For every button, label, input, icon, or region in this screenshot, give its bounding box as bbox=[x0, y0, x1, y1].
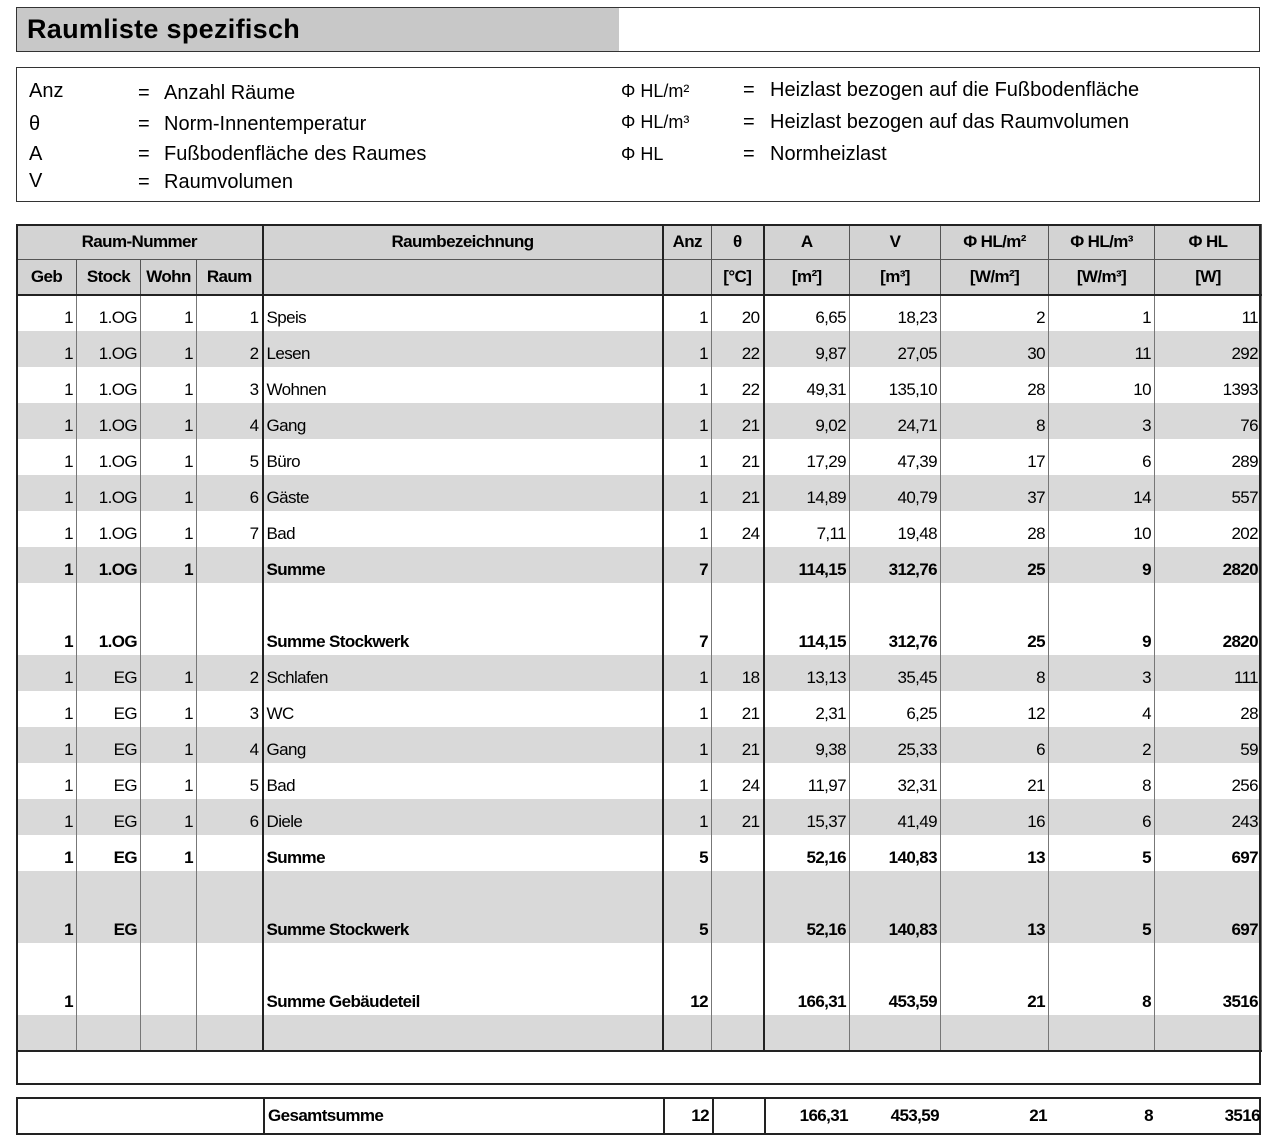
cell-theta: 21 bbox=[712, 799, 764, 835]
cell-wohn: 1 bbox=[141, 547, 197, 583]
cell-hl: 3516 bbox=[1155, 943, 1262, 1015]
cell-hl-m2: 17 bbox=[941, 439, 1049, 475]
cell-a: 6,65 bbox=[764, 295, 850, 331]
header-hl: Φ HL bbox=[1155, 225, 1262, 260]
legend-eq: = bbox=[138, 82, 150, 104]
legend-eq: = bbox=[138, 143, 150, 165]
cell-anz: 12 bbox=[663, 943, 712, 1015]
cell-hl-m3: 6 bbox=[1049, 439, 1155, 475]
cell-anz: 1 bbox=[663, 475, 712, 511]
cell-geb: 1 bbox=[17, 655, 77, 691]
cell-geb: 1 bbox=[17, 475, 77, 511]
cell-hl: 289 bbox=[1155, 439, 1262, 475]
total-name: Gesamtsumme bbox=[264, 1099, 664, 1133]
legend-sym-theta: θ bbox=[29, 113, 41, 135]
cell-stock: EG bbox=[77, 763, 141, 799]
cell-geb: 1 bbox=[17, 403, 77, 439]
cell-v: 140,83 bbox=[850, 871, 941, 943]
cell-theta bbox=[712, 583, 764, 655]
cell-a: 9,38 bbox=[764, 727, 850, 763]
cell-raum: 2 bbox=[197, 331, 263, 367]
cell-geb: 1 bbox=[17, 583, 77, 655]
cell-theta bbox=[712, 943, 764, 1015]
cell-stock: EG bbox=[77, 799, 141, 835]
cell-wohn: 1 bbox=[141, 511, 197, 547]
cell-wohn: 1 bbox=[141, 439, 197, 475]
cell-name: Lesen bbox=[263, 331, 663, 367]
legend-eq: = bbox=[743, 143, 755, 165]
table-row bbox=[17, 547, 1262, 583]
title-box bbox=[16, 7, 1260, 52]
cell-geb: 1 bbox=[17, 295, 77, 331]
cell-anz: 1 bbox=[663, 763, 712, 799]
cell-a: 11,97 bbox=[764, 763, 850, 799]
cell-hl-m3: 6 bbox=[1049, 799, 1155, 835]
table-row bbox=[17, 763, 1262, 799]
cell-hl: 111 bbox=[1155, 655, 1262, 691]
cell-a: 114,15 bbox=[764, 583, 850, 655]
legend-sym-hl-m2: Φ HL/m² bbox=[621, 81, 690, 101]
cell-hl: 557 bbox=[1155, 475, 1262, 511]
cell-geb: 1 bbox=[17, 547, 77, 583]
cell-hl-m3: 9 bbox=[1049, 583, 1155, 655]
cell-v: 35,45 bbox=[850, 655, 941, 691]
cell-name: Schlafen bbox=[263, 655, 663, 691]
cell-hl: 243 bbox=[1155, 799, 1262, 835]
table-row bbox=[17, 403, 1262, 439]
cell-raum: 3 bbox=[197, 691, 263, 727]
cell-hl-m2: 2 bbox=[941, 295, 1049, 331]
cell-geb: 1 bbox=[17, 691, 77, 727]
cell-hl-m3: 3 bbox=[1049, 655, 1155, 691]
total-a: 166,31 bbox=[765, 1099, 851, 1133]
cell-a: 2,31 bbox=[764, 691, 850, 727]
header-v: V bbox=[850, 225, 941, 260]
cell-hl-m2: 13 bbox=[941, 871, 1049, 943]
cell-geb: 1 bbox=[17, 835, 77, 871]
cell-hl-m3: 8 bbox=[1049, 763, 1155, 799]
cell-v: 25,33 bbox=[850, 727, 941, 763]
cell-stock: EG bbox=[77, 691, 141, 727]
cell-hl-m2 bbox=[941, 1015, 1049, 1051]
cell-hl-m3: 2 bbox=[1049, 727, 1155, 763]
total-theta bbox=[713, 1099, 765, 1133]
cell-hl-m3: 14 bbox=[1049, 475, 1155, 511]
table-row bbox=[17, 835, 1262, 871]
cell-stock: 1.OG bbox=[77, 475, 141, 511]
cell-name: WC bbox=[263, 691, 663, 727]
cell-hl bbox=[1155, 1015, 1262, 1051]
table-row bbox=[17, 799, 1262, 835]
table-row bbox=[17, 871, 1262, 943]
cell-theta: 22 bbox=[712, 331, 764, 367]
header-blank bbox=[663, 260, 712, 295]
cell-a: 52,16 bbox=[764, 835, 850, 871]
cell-wohn: 1 bbox=[141, 799, 197, 835]
total-row bbox=[16, 1097, 1261, 1135]
cell-hl-m3: 9 bbox=[1049, 547, 1155, 583]
table-row bbox=[17, 1015, 1262, 1051]
cell-anz: 1 bbox=[663, 727, 712, 763]
cell-hl: 292 bbox=[1155, 331, 1262, 367]
legend-sym-v: V bbox=[29, 170, 43, 192]
cell-hl-m3: 5 bbox=[1049, 835, 1155, 871]
table-row bbox=[17, 331, 1262, 367]
cell-hl-m2: 21 bbox=[941, 763, 1049, 799]
cell-stock: 1.OG bbox=[77, 547, 141, 583]
cell-hl: 11 bbox=[1155, 295, 1262, 331]
cell-stock: 1.OG bbox=[77, 295, 141, 331]
cell-stock: EG bbox=[77, 727, 141, 763]
cell-stock: EG bbox=[77, 835, 141, 871]
cell-anz: 1 bbox=[663, 403, 712, 439]
unit-theta: [°C] bbox=[712, 260, 764, 295]
cell-stock: EG bbox=[77, 655, 141, 691]
legend-text-hl-m3: Heizlast bezogen auf das Raumvolumen bbox=[770, 111, 1130, 133]
cell-hl-m3: 10 bbox=[1049, 367, 1155, 403]
cell-raum bbox=[197, 871, 263, 943]
unit-hl: [W] bbox=[1155, 260, 1262, 295]
cell-raum: 4 bbox=[197, 727, 263, 763]
cell-wohn bbox=[141, 583, 197, 655]
cell-wohn: 1 bbox=[141, 835, 197, 871]
cell-anz: 7 bbox=[663, 547, 712, 583]
cell-v: 140,83 bbox=[850, 835, 941, 871]
cell-name: Gang bbox=[263, 727, 663, 763]
cell-a: 9,02 bbox=[764, 403, 850, 439]
cell-stock: EG bbox=[77, 871, 141, 943]
cell-hl: 2820 bbox=[1155, 583, 1262, 655]
cell-raum: 6 bbox=[197, 799, 263, 835]
cell-hl: 59 bbox=[1155, 727, 1262, 763]
cell-anz bbox=[663, 1015, 712, 1051]
cell-stock: 1.OG bbox=[77, 511, 141, 547]
cell-a: 9,87 bbox=[764, 331, 850, 367]
cell-stock: 1.OG bbox=[77, 403, 141, 439]
table-row bbox=[17, 439, 1262, 475]
cell-wohn: 1 bbox=[141, 655, 197, 691]
header-blank bbox=[263, 260, 663, 295]
cell-v: 18,23 bbox=[850, 295, 941, 331]
cell-anz: 7 bbox=[663, 583, 712, 655]
cell-anz: 1 bbox=[663, 799, 712, 835]
cell-name: Summe Gebäudeteil bbox=[263, 943, 663, 1015]
cell-anz: 5 bbox=[663, 871, 712, 943]
cell-raum: 6 bbox=[197, 475, 263, 511]
cell-hl-m3: 1 bbox=[1049, 295, 1155, 331]
header-theta: θ bbox=[712, 225, 764, 260]
cell-hl: 1393 bbox=[1155, 367, 1262, 403]
table-row bbox=[17, 295, 1262, 331]
cell-wohn: 1 bbox=[141, 763, 197, 799]
cell-hl-m2: 6 bbox=[941, 727, 1049, 763]
cell-name: Summe Stockwerk bbox=[263, 871, 663, 943]
cell-v: 19,48 bbox=[850, 511, 941, 547]
header-wohn: Wohn bbox=[141, 260, 197, 295]
cell-geb: 1 bbox=[17, 727, 77, 763]
cell-hl-m3: 11 bbox=[1049, 331, 1155, 367]
cell-hl-m2: 12 bbox=[941, 691, 1049, 727]
cell-v: 312,76 bbox=[850, 583, 941, 655]
table-row bbox=[17, 943, 1262, 1015]
cell-geb: 1 bbox=[17, 763, 77, 799]
header-raumbezeichnung: Raumbezeichnung bbox=[263, 225, 663, 260]
cell-hl-m3 bbox=[1049, 1015, 1155, 1051]
legend-sym-hl: Φ HL bbox=[621, 144, 664, 164]
cell-theta bbox=[712, 871, 764, 943]
cell-raum: 5 bbox=[197, 763, 263, 799]
cell-raum: 4 bbox=[197, 403, 263, 439]
cell-name: Bad bbox=[263, 763, 663, 799]
cell-stock: 1.OG bbox=[77, 439, 141, 475]
cell-geb: 1 bbox=[17, 367, 77, 403]
total-anz: 12 bbox=[664, 1099, 713, 1133]
cell-theta bbox=[712, 835, 764, 871]
total-blank bbox=[18, 1099, 264, 1133]
unit-a: [m²] bbox=[764, 260, 850, 295]
cell-a bbox=[764, 1015, 850, 1051]
legend-eq: = bbox=[743, 79, 755, 101]
table-row bbox=[17, 727, 1262, 763]
cell-geb: 1 bbox=[17, 871, 77, 943]
cell-name: Büro bbox=[263, 439, 663, 475]
cell-hl-m2: 21 bbox=[941, 943, 1049, 1015]
cell-raum: 7 bbox=[197, 511, 263, 547]
cell-wohn bbox=[141, 943, 197, 1015]
total-hl-m2: 21 bbox=[1029, 1106, 1047, 1125]
legend-eq: = bbox=[743, 111, 755, 133]
cell-a: 15,37 bbox=[764, 799, 850, 835]
table-row bbox=[17, 655, 1262, 691]
cell-a: 114,15 bbox=[764, 547, 850, 583]
table-row bbox=[17, 475, 1262, 511]
cell-raum bbox=[197, 547, 263, 583]
cell-raum: 1 bbox=[197, 295, 263, 331]
cell-theta: 21 bbox=[712, 727, 764, 763]
cell-v: 453,59 bbox=[850, 943, 941, 1015]
cell-theta: 24 bbox=[712, 763, 764, 799]
header-stock: Stock bbox=[77, 260, 141, 295]
cell-hl-m2: 8 bbox=[941, 655, 1049, 691]
cell-theta: 18 bbox=[712, 655, 764, 691]
legend-eq: = bbox=[138, 171, 150, 193]
cell-v bbox=[850, 1015, 941, 1051]
cell-v: 32,31 bbox=[850, 763, 941, 799]
cell-v: 40,79 bbox=[850, 475, 941, 511]
header-geb: Geb bbox=[17, 260, 77, 295]
header-a: A bbox=[764, 225, 850, 260]
cell-theta: 21 bbox=[712, 475, 764, 511]
cell-name: Wohnen bbox=[263, 367, 663, 403]
cell-wohn: 1 bbox=[141, 367, 197, 403]
cell-hl-m3: 8 bbox=[1049, 943, 1155, 1015]
unit-hl-m3: [W/m³] bbox=[1049, 260, 1155, 295]
cell-hl-m3: 5 bbox=[1049, 871, 1155, 943]
legend-text-v: Raumvolumen bbox=[164, 171, 293, 193]
cell-stock: 1.OG bbox=[77, 331, 141, 367]
legend-sym-anz: Anz bbox=[29, 80, 64, 102]
cell-theta: 24 bbox=[712, 511, 764, 547]
cell-hl: 202 bbox=[1155, 511, 1262, 547]
cell-anz: 1 bbox=[663, 691, 712, 727]
cell-theta bbox=[712, 547, 764, 583]
cell-a: 166,31 bbox=[764, 943, 850, 1015]
cell-name: Summe Stockwerk bbox=[263, 583, 663, 655]
cell-hl: 256 bbox=[1155, 763, 1262, 799]
legend-text-a: Fußbodenfläche des Raumes bbox=[164, 143, 427, 165]
cell-wohn: 1 bbox=[141, 727, 197, 763]
room-table bbox=[16, 224, 1262, 1052]
legend-text-hl: Normheizlast bbox=[770, 143, 887, 165]
cell-raum: 2 bbox=[197, 655, 263, 691]
cell-wohn bbox=[141, 1015, 197, 1051]
cell-raum: 5 bbox=[197, 439, 263, 475]
cell-stock: 1.OG bbox=[77, 583, 141, 655]
cell-name: Bad bbox=[263, 511, 663, 547]
page-title: Raumliste spezifisch bbox=[17, 8, 619, 51]
cell-name: Speis bbox=[263, 295, 663, 331]
cell-hl-m3: 4 bbox=[1049, 691, 1155, 727]
cell-hl-m3: 3 bbox=[1049, 403, 1155, 439]
cell-stock bbox=[77, 943, 141, 1015]
cell-v: 47,39 bbox=[850, 439, 941, 475]
cell-name bbox=[263, 1015, 663, 1051]
cell-hl-m2: 25 bbox=[941, 547, 1049, 583]
cell-raum: 3 bbox=[197, 367, 263, 403]
cell-geb bbox=[17, 1015, 77, 1051]
cell-geb: 1 bbox=[17, 331, 77, 367]
cell-wohn: 1 bbox=[141, 475, 197, 511]
unit-v: [m³] bbox=[850, 260, 941, 295]
legend-sym-hl-m3: Φ HL/m³ bbox=[621, 112, 690, 132]
cell-raum bbox=[197, 943, 263, 1015]
cell-hl-m2: 16 bbox=[941, 799, 1049, 835]
cell-geb: 1 bbox=[17, 511, 77, 547]
cell-wohn: 1 bbox=[141, 295, 197, 331]
cell-a: 52,16 bbox=[764, 871, 850, 943]
cell-name: Diele bbox=[263, 799, 663, 835]
header-raum: Raum bbox=[197, 260, 263, 295]
cell-hl-m2: 28 bbox=[941, 511, 1049, 547]
cell-raum bbox=[197, 1015, 263, 1051]
cell-geb: 1 bbox=[17, 799, 77, 835]
total-v: 453,59 bbox=[890, 1106, 939, 1125]
cell-v: 41,49 bbox=[850, 799, 941, 835]
cell-theta: 21 bbox=[712, 403, 764, 439]
cell-hl-m2: 13 bbox=[941, 835, 1049, 871]
legend-sym-a: A bbox=[29, 143, 43, 165]
table-row bbox=[17, 367, 1262, 403]
cell-theta: 21 bbox=[712, 691, 764, 727]
cell-hl-m2: 37 bbox=[941, 475, 1049, 511]
cell-stock bbox=[77, 1015, 141, 1051]
cell-name: Gäste bbox=[263, 475, 663, 511]
cell-hl: 28 bbox=[1155, 691, 1262, 727]
cell-stock: 1.OG bbox=[77, 367, 141, 403]
legend-text-anz: Anzahl Räume bbox=[164, 82, 296, 104]
table-row bbox=[17, 583, 1262, 655]
cell-hl-m2: 8 bbox=[941, 403, 1049, 439]
cell-wohn: 1 bbox=[141, 331, 197, 367]
cell-name: Gang bbox=[263, 403, 663, 439]
cell-anz: 1 bbox=[663, 331, 712, 367]
header-hl-m2: Φ HL/m² bbox=[941, 225, 1049, 260]
cell-wohn: 1 bbox=[141, 403, 197, 439]
table-row bbox=[17, 511, 1262, 547]
cell-wohn: 1 bbox=[141, 691, 197, 727]
table-row bbox=[17, 691, 1262, 727]
cell-wohn bbox=[141, 871, 197, 943]
cell-name: Summe bbox=[263, 835, 663, 871]
total-hl: 3516 bbox=[1224, 1106, 1260, 1125]
total-hl-m3: 8 bbox=[1144, 1106, 1153, 1125]
cell-anz: 1 bbox=[663, 655, 712, 691]
cell-raum bbox=[197, 835, 263, 871]
cell-a: 17,29 bbox=[764, 439, 850, 475]
cell-a: 13,13 bbox=[764, 655, 850, 691]
cell-a: 49,31 bbox=[764, 367, 850, 403]
legend-eq: = bbox=[138, 113, 150, 135]
cell-geb: 1 bbox=[17, 943, 77, 1015]
cell-geb: 1 bbox=[17, 439, 77, 475]
cell-a: 7,11 bbox=[764, 511, 850, 547]
header-hl-m3: Φ HL/m³ bbox=[1049, 225, 1155, 260]
header-raum-nummer: Raum-Nummer bbox=[17, 225, 263, 260]
cell-v: 312,76 bbox=[850, 547, 941, 583]
cell-theta: 21 bbox=[712, 439, 764, 475]
cell-theta: 22 bbox=[712, 367, 764, 403]
cell-anz: 1 bbox=[663, 367, 712, 403]
cell-a: 14,89 bbox=[764, 475, 850, 511]
cell-anz: 5 bbox=[663, 835, 712, 871]
legend-text-theta: Norm-Innentemperatur bbox=[164, 113, 367, 135]
cell-anz: 1 bbox=[663, 439, 712, 475]
cell-hl-m3: 10 bbox=[1049, 511, 1155, 547]
cell-theta bbox=[712, 1015, 764, 1051]
cell-v: 27,05 bbox=[850, 331, 941, 367]
unit-hl-m2: [W/m²] bbox=[941, 260, 1049, 295]
cell-v: 6,25 bbox=[850, 691, 941, 727]
cell-hl: 2820 bbox=[1155, 547, 1262, 583]
cell-hl-m2: 28 bbox=[941, 367, 1049, 403]
cell-anz: 1 bbox=[663, 511, 712, 547]
legend-text-hl-m2: Heizlast bezogen auf die Fußbodenfläche bbox=[770, 79, 1140, 101]
cell-hl: 697 bbox=[1155, 835, 1262, 871]
cell-hl-m2: 25 bbox=[941, 583, 1049, 655]
cell-raum bbox=[197, 583, 263, 655]
cell-hl-m2: 30 bbox=[941, 331, 1049, 367]
cell-theta: 20 bbox=[712, 295, 764, 331]
header-anz: Anz bbox=[663, 225, 712, 260]
cell-name: Summe bbox=[263, 547, 663, 583]
cell-hl: 697 bbox=[1155, 871, 1262, 943]
legend-box bbox=[16, 67, 1260, 202]
cell-anz: 1 bbox=[663, 295, 712, 331]
cell-v: 24,71 bbox=[850, 403, 941, 439]
cell-v: 135,10 bbox=[850, 367, 941, 403]
cell-hl: 76 bbox=[1155, 403, 1262, 439]
